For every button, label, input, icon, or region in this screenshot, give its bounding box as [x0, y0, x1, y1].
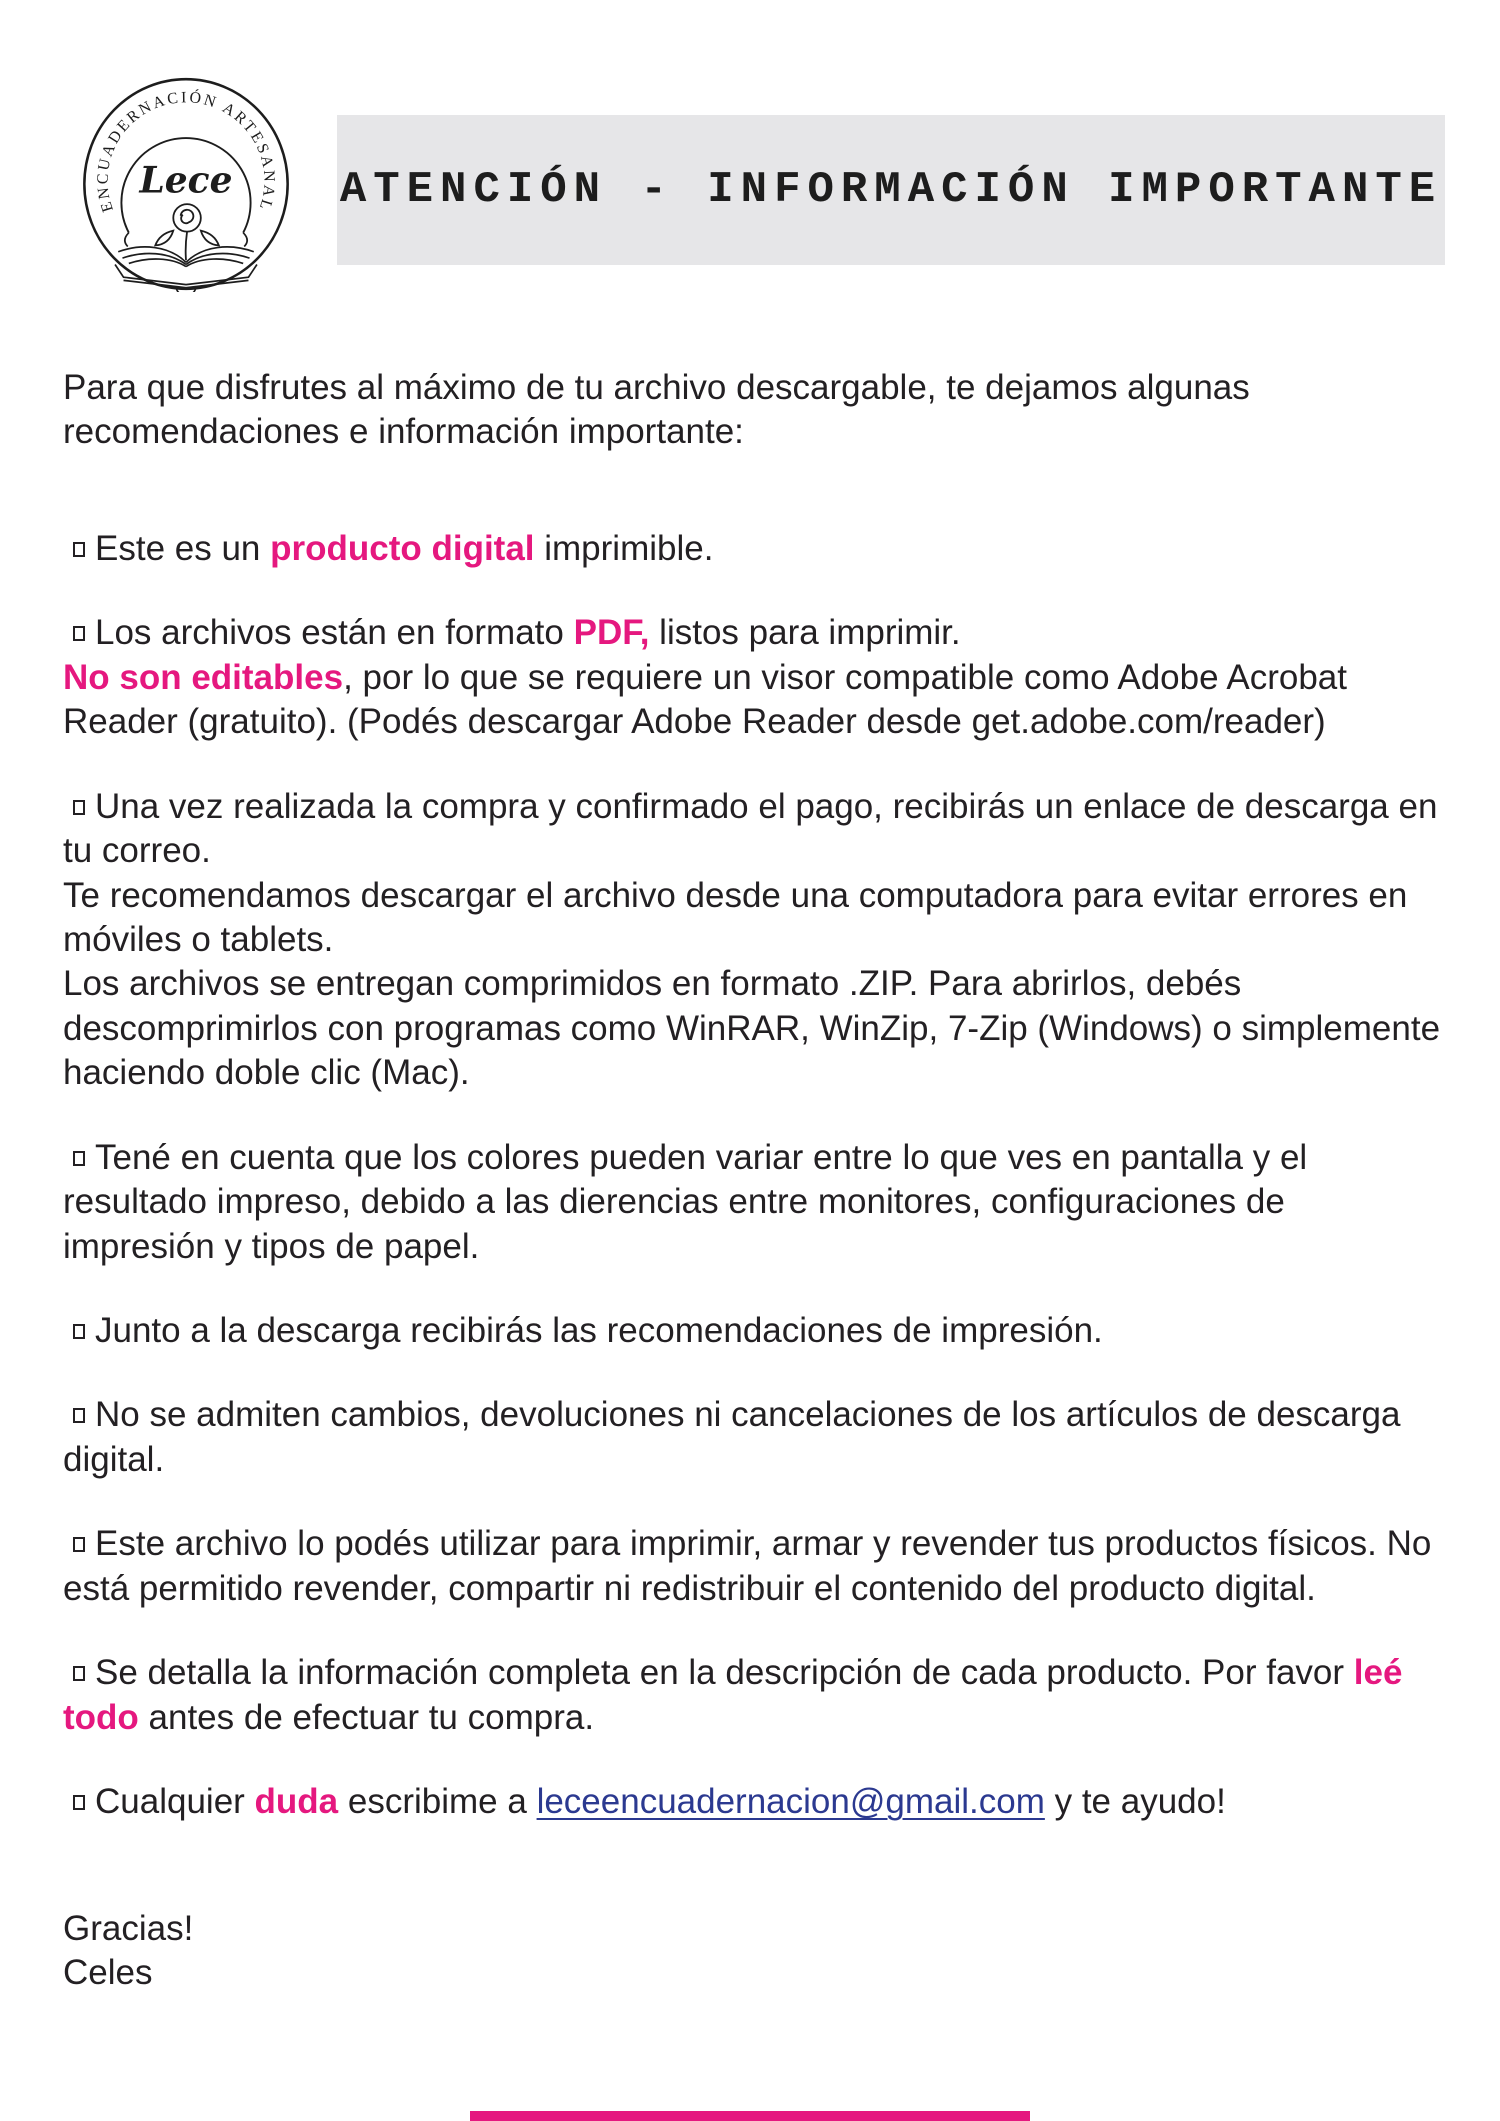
rose-icon — [155, 204, 219, 260]
logo-arc-text: ENCUADERNACIÓN ARTESANAL — [94, 89, 278, 215]
list-item — [63, 1651, 1442, 1740]
bullet-text: Este es un producto digital imprimible. — [95, 528, 714, 568]
header — [0, 0, 1500, 292]
bullet-square-icon — [73, 1151, 85, 1166]
bullet-text: Los archivos se entregan comprimidos en formato .ZIP. Para abrirlos, debés descomprimirlos con programas como WinRAR, WinZip, 7-Zip (Windows) o simplemente haciendo doble clic (Mac). — [63, 964, 1441, 1093]
bullet-text: Este archivo lo podés utilizar para imprimir, armar y revender tus productos físicos. No está permitido revender, compartir ni redistribuir el contenido del producto digital. — [63, 1524, 1432, 1608]
list-item — [63, 785, 1442, 1096]
list-item — [63, 1780, 1442, 1824]
bullet-square-icon — [73, 1537, 85, 1552]
bullet-square-icon — [73, 542, 85, 557]
list-item — [63, 1309, 1442, 1353]
bullet-square-icon — [73, 800, 85, 815]
bullet-text: Te recomendamos descargar el archivo desde una computadora para evitar errores en móviles o tablets. — [63, 875, 1408, 959]
list-item — [63, 527, 1442, 571]
list-item — [63, 1136, 1442, 1269]
intro-paragraph: Para que disfrutes al máximo de tu archivo descargable, te dejamos algunas recomendaciones e información importante: — [63, 368, 1250, 452]
title-banner — [337, 115, 1445, 265]
page-title: ATENCIÓN - INFORMACIÓN IMPORTANTE — [339, 165, 1443, 215]
closing-thanks: Gracias! — [63, 1908, 194, 1948]
bullet-text: Tené en cuenta que los colores pueden variar entre lo que ves en pantalla y el resultado impreso, debido a las dierencias entre monitores, configuraciones de impresión y tipos de papel. — [63, 1137, 1308, 1266]
bullet-square-icon — [73, 1408, 85, 1423]
bullet-text: Los archivos están en formato PDF, listos para imprimir. — [95, 613, 961, 653]
bullet-text: Se detalla la información completa en la descripción de cada producto. Por favor leé todo antes de efectuar tu compra. — [63, 1653, 1403, 1737]
bullet-text: Junto a la descarga recibirás las recomendaciones de impresión. — [95, 1311, 1103, 1350]
bullet-square-icon — [73, 1795, 85, 1810]
bullet-square-icon — [73, 1666, 85, 1681]
bullet-text: No se admiten cambios, devoluciones ni cancelaciones de los artículos de descarga digital. — [63, 1395, 1401, 1479]
footer-accent-bar — [470, 2111, 1030, 2121]
bullet-text: Cualquier duda escribime a leceencuadernacion@gmail.com y te ayudo! — [95, 1782, 1226, 1822]
bullet-square-icon — [73, 1324, 85, 1339]
closing-signature — [63, 1907, 1442, 1996]
logo-wordmark: Lece — [139, 159, 233, 202]
bullet-text: Una vez realizada la compra y confirmado el pago, recibirás un enlace de descarga en tu correo. — [63, 786, 1438, 871]
list-item — [63, 1393, 1442, 1482]
closing-name: Celes — [63, 1952, 153, 1992]
lece-logo — [80, 76, 292, 292]
bullet-square-icon — [73, 626, 85, 641]
document-body — [63, 366, 1442, 1995]
list-item — [63, 1522, 1442, 1611]
list-item — [63, 611, 1442, 744]
email-link[interactable]: leceencuadernacion@gmail.com — [536, 1782, 1045, 1822]
bullet-text: No son editables, por lo que se requiere un visor compatible como Adobe Acrobat Reader (gratuito). (Podés descargar Adobe Reader desde get.adobe.com/reader) — [63, 657, 1347, 742]
